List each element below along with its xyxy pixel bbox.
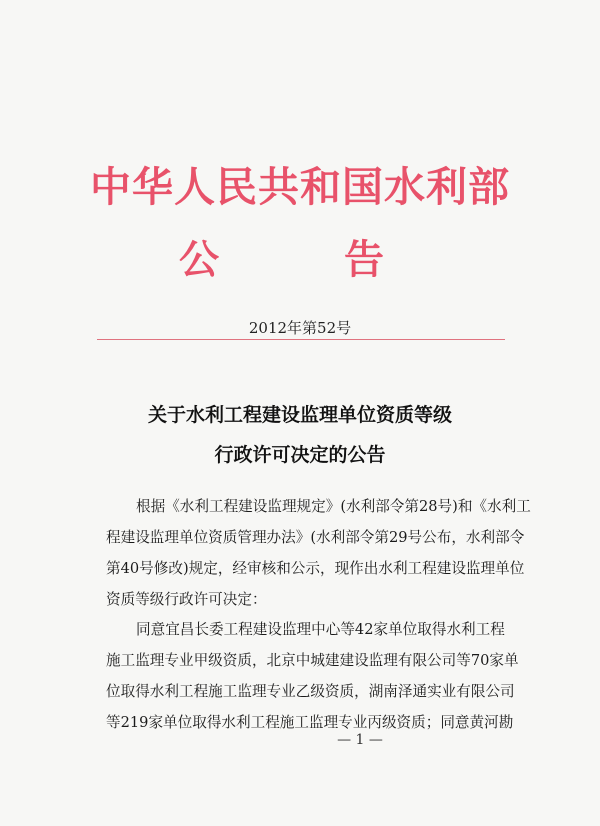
issuing-authority-heading: 中华人民共和国水利部 (90, 163, 510, 211)
red-divider-rule (97, 339, 505, 340)
paragraph-line: 程建设监理单位资质管理办法》(水利部令第29号公布，水利部令 (106, 529, 525, 546)
paragraph-line: 施工监理专业甲级资质，北京中城建建设监理有限公司等70家单 (106, 652, 519, 669)
body-paragraph-1 (106, 491, 531, 615)
title-line-2: 行政许可决定的公告 (214, 444, 386, 466)
title-line-1: 关于水利工程建设监理单位资质等级 (147, 404, 452, 426)
paragraph-line: 同意宜昌长委工程建设监理中心等42家单位取得水利工程 (136, 621, 505, 638)
paragraph-line: 位取得水利工程施工监理专业乙级资质，湖南泽通实业有限公司 (106, 683, 515, 700)
page-number: — 1 — (337, 732, 383, 748)
paragraph-line: 根据《水利工程建设监理规定》(水利部令第28号)和《水利工 (136, 498, 531, 515)
body-paragraph-2 (106, 614, 519, 738)
document-number: 2012年第52号 (248, 319, 352, 337)
paragraph-line: 第40号修改)规定，经审核和公示，现作出水利工程建设监理单位 (106, 560, 525, 577)
notice-char-1: 公 (179, 236, 219, 283)
paragraph-line: 资质等级行政许可决定： (106, 591, 267, 608)
notice-char-2: 告 (344, 236, 384, 283)
paragraph-line: 等219家单位取得水利工程施工监理专业丙级资质；同意黄河勘 (106, 714, 514, 731)
